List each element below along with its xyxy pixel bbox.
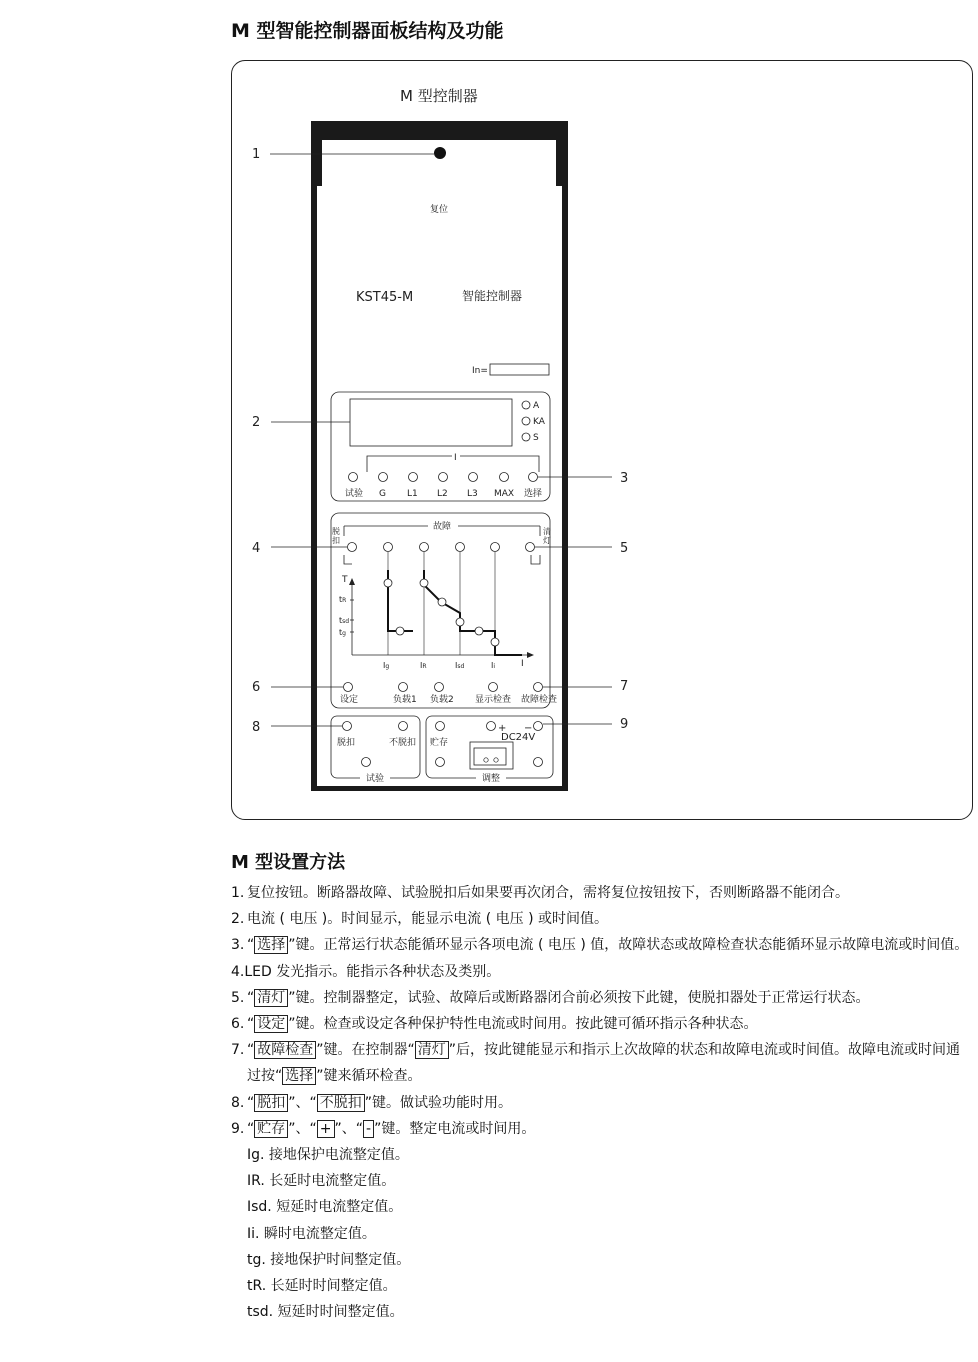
instruction-item [231,1090,973,1116]
display-check-button[interactable] [489,683,498,692]
item-text: “ [247,937,255,954]
row1-label: G [379,489,386,499]
instruction-item [231,880,973,906]
test-led [362,758,371,767]
axis-i-label: I [521,659,524,669]
row1-label: 试验 [345,489,364,499]
row1-label: L2 [437,489,448,499]
row2-label: 故障检查 [521,695,558,705]
key-name: 不脱扣 [317,1094,365,1112]
fault-led-4 [491,543,500,552]
clear-label-2: 灯 [543,536,551,545]
row1-label: L3 [467,489,478,499]
item-number: 7. [231,1042,245,1059]
t-tick: tsd [339,616,350,625]
trip-test-button[interactable] [343,722,352,731]
fault-check-button[interactable] [534,683,543,692]
item-text: ”、“ [288,1120,317,1137]
t-tick: tg [339,628,346,637]
setting-point [438,598,446,606]
setting-point [456,618,464,626]
item-text: ”键。在控制器“ [316,1042,415,1059]
trip-label-2: 扣 [332,536,340,545]
instruction-item [231,932,973,958]
test-label: 试验 [366,774,385,784]
item-number: 1. [231,885,245,901]
callout-number: 3 [620,471,629,486]
max-button[interactable] [500,473,509,482]
g-button[interactable] [379,473,388,482]
item-text: “ [247,1094,255,1111]
setting-point [491,638,499,646]
item-text: “ [247,1016,255,1033]
i-tick: IR [420,661,427,670]
definition-item: Isd. 短延时电流整定值。 [247,1199,403,1216]
key-name: 贮存 [254,1120,288,1138]
load1-led [399,683,408,692]
item-number: 3. [231,937,245,954]
callout-number: 1 [252,147,261,162]
store-button[interactable] [436,722,445,731]
instruction-list [231,880,973,1325]
key-name: 设定 [254,1015,288,1033]
key-name: 选择 [254,936,288,954]
callout-number: 9 [620,717,629,732]
clear-button[interactable] [526,543,535,552]
item-text: ”、“ [334,1120,364,1137]
item-text: ”键来循环检查。 [316,1068,422,1085]
key-name: 脱扣 [254,1094,288,1112]
definition-item: tsd. 短延时时间整定值。 [247,1304,404,1321]
item-number: 6. [231,1016,245,1033]
definition-item: tg. 接地保护时间整定值。 [247,1251,411,1268]
minus-label: − [524,723,533,734]
l1-button[interactable] [409,473,418,482]
i-tick: Ig [383,661,390,670]
trip-test-label: 脱扣 [337,738,356,748]
instruction-item [231,1011,973,1037]
instruction-item [231,906,973,932]
callout-number: 4 [252,541,261,556]
callout-number: 6 [252,680,261,695]
item-text: ”后，按此键能显示和指示上次故障的状态和故障电流或时间值。故障电流或时间通过按“ [247,1042,961,1085]
key-name: 选择 [282,1067,316,1085]
unit-s-label: S [533,433,539,443]
section-title: M 型设置方法 [231,852,346,873]
instruction-item [231,1037,973,1089]
test-display-button[interactable] [349,473,358,482]
setting-point [396,627,404,635]
key-name: - [363,1120,374,1138]
item-number: 8. [231,1094,245,1111]
plus-button[interactable] [487,722,496,731]
item-text: “ [247,1042,255,1059]
in-label: In= [472,366,488,376]
model-label: KST45-M [356,290,414,305]
key-name: 清灯 [415,1041,449,1059]
item-text: ”键。做试验功能时用。 [364,1094,513,1111]
definition-item: tR. 长延时时间整定值。 [247,1278,397,1295]
no-trip-test-label: 不脱扣 [389,738,417,748]
instruction-item [231,985,973,1011]
setting-point [420,579,428,587]
l3-button[interactable] [469,473,478,482]
definition-item: Ii. 瞬时电流整定值。 [247,1225,376,1242]
item-text: 电流 ( 电压 )。时间显示，能显示电流 ( 电压 ) 或时间值。 [247,911,608,928]
row2-label: 显示检查 [475,695,512,705]
l2-button[interactable] [439,473,448,482]
adjust-label: 调整 [482,774,501,784]
row1-label: L1 [407,489,418,499]
trip-led [348,543,357,552]
axis-t-label: T [342,575,348,585]
fault-label: 故障 [433,522,452,532]
definition-item: IR. 长延时电流整定值。 [247,1173,396,1190]
item-text: 4.LED 发光指示。能指示各种状态及类别。 [231,963,501,980]
row1-label: 选择 [524,489,543,499]
unit-a-label: A [533,401,540,411]
item-text: “ [247,989,255,1006]
item-text: ”键。正常运行状态能循环显示各项电流 ( 电压 ) 值，故障状态或故障检查状态能循环显示故障电流或时间值。 [288,937,969,954]
clear-label: 清 [543,527,551,536]
i-tick: Ii [491,661,496,670]
adjust-left-led [436,758,445,767]
row2-label: 负载2 [430,695,454,705]
item-text: ”、“ [288,1094,317,1111]
fault-led-3 [456,543,465,552]
item-text: 复位按钮。断路器故障、试验脱扣后如果要再次闭合，需将复位按钮按下，否则断路器不能闭合。 [247,885,849,901]
fault-led-1 [384,543,393,552]
callout-number: 5 [620,541,629,556]
plus-label: + [498,723,507,734]
setting-point [384,579,392,587]
dc-label: DC24V [501,732,536,743]
item-text: “ [247,1120,255,1137]
item-number: 2. [231,911,245,928]
key-name: 清灯 [254,989,288,1007]
callout-number: 7 [620,679,629,694]
i-tick: Isd [455,661,465,670]
reset-button[interactable] [434,147,446,159]
page-title: M 型智能控制器面板结构及功能 [231,20,504,42]
definition-item: Ig. 接地保护电流整定值。 [247,1147,409,1164]
fault-led-2 [420,543,429,552]
key-name: 故障检查 [254,1041,316,1059]
product-name: 智能控制器 [462,289,523,303]
instruction-item [231,959,973,985]
item-number: 5. [231,989,245,1006]
adjust-right-led [534,758,543,767]
store-label: 贮存 [430,738,449,748]
select-button[interactable] [529,473,538,482]
t-tick: tR [339,595,347,604]
panel-title: M 型控制器 [400,87,478,105]
callout-number: 2 [252,415,261,430]
item-text: ”键。检查或设定各种保护特性电流或时间用。按此键可循环指示各种状态。 [288,1016,758,1033]
set-button[interactable] [344,683,353,692]
row1-label: MAX [494,489,515,499]
row2-label: 负载1 [393,695,417,705]
load2-led [435,683,444,692]
minus-button[interactable] [534,722,543,731]
item-text: ”键。控制器整定，试验、故障后或断路器闭合前必须按下此键，使脱扣器处于正常运行状态。 [288,989,870,1006]
trip-label: 脱 [332,527,340,536]
bracket-i-label: I [454,453,457,463]
no-trip-test-button[interactable] [399,722,408,731]
item-text: ”键。整定电流或时间用。 [374,1120,536,1137]
key-name: + [317,1120,335,1138]
instruction-item [231,1116,973,1142]
item-number: 9. [231,1120,245,1137]
setting-point [475,627,483,635]
callout-number: 8 [252,720,261,735]
unit-ka-label: KA [533,417,545,427]
reset-label: 复位 [430,205,449,215]
row2-label: 设定 [340,695,359,705]
